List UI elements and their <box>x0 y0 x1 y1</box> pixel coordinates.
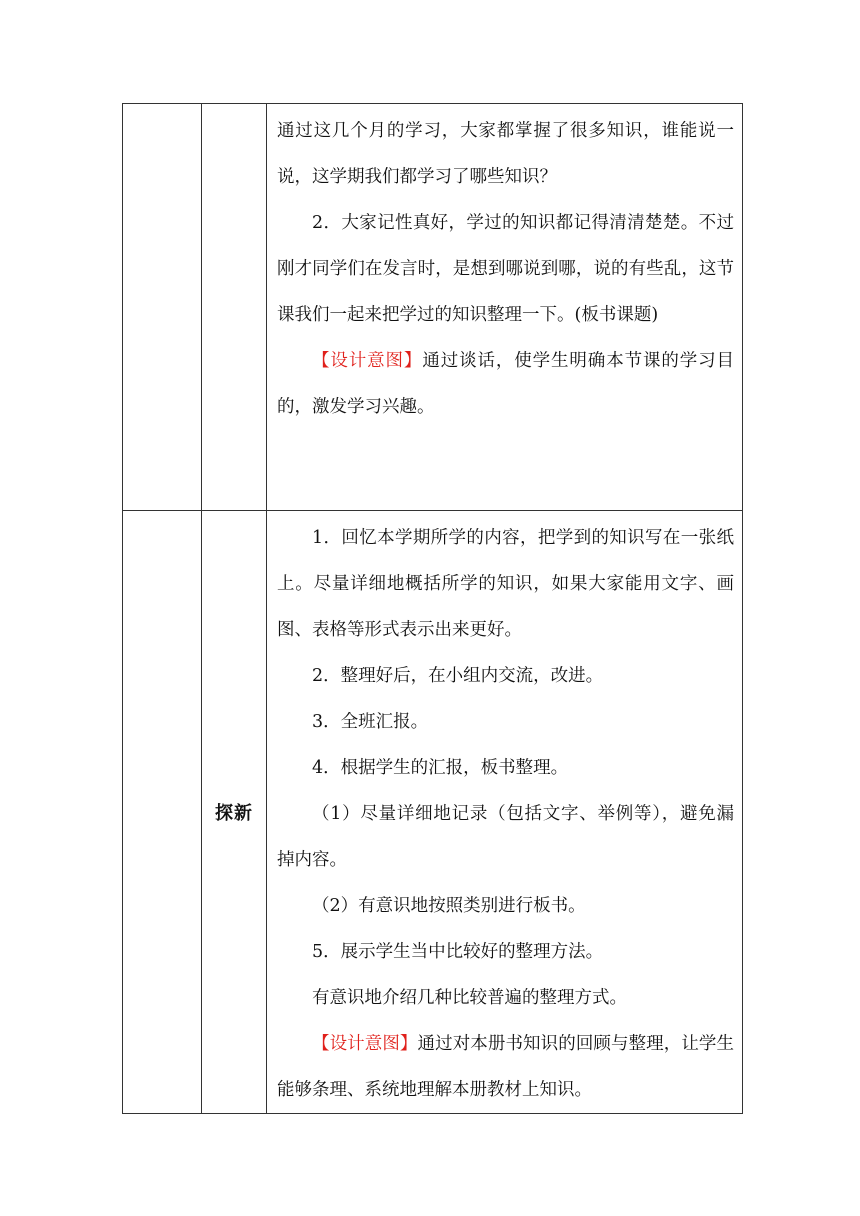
table-row-explore <box>123 511 743 1114</box>
outer-label-cell <box>123 511 202 1114</box>
design-intent-paragraph <box>277 338 734 430</box>
stage-label-cell-intro <box>202 104 267 511</box>
design-intent-tag: 【设计意图】 <box>312 351 423 371</box>
design-intent-tag: 【设计意图】 <box>312 1034 418 1054</box>
paragraph: 2．整理好后，在小组内交流，改进。 <box>312 666 604 686</box>
paragraph: 5．展示学生当中比较好的整理方法。 <box>312 942 604 962</box>
lesson-plan-table <box>122 103 743 1114</box>
design-intent-text: 通过谈话，使学生明确本节课的学习目的，激发学习兴趣。 <box>277 351 735 417</box>
paragraph: 1．回忆本学期所学的内容，把学到的知识写在一张纸上。尽量详细地概括所学的知识，如果大家能用文字、画图、表格等形式表示出来更好。 <box>277 528 734 640</box>
paragraph: 3．全班汇报。 <box>312 712 429 732</box>
paragraph: （2）有意识地按照类别进行板书。 <box>312 896 586 916</box>
content-cell-explore <box>267 511 743 1114</box>
paragraph: （1）尽量详细地记录（包括文字、举例等），避免漏掉内容。 <box>277 804 734 870</box>
paragraph: 4．根据学生的汇报，板书整理。 <box>312 758 569 778</box>
paragraph: 有意识地介绍几种比较普遍的整理方式。 <box>312 988 627 1008</box>
design-intent-text: 通过对本册书知识的回顾与整理，让学生能够条理、系统地理解本册教材上知识。 <box>277 1034 735 1100</box>
outer-label-cell <box>123 104 202 511</box>
paragraph: 2．大家记性真好，学过的知识都记得清清楚楚。不过刚才同学们在发言时，是想到哪说到哪，说的有些乱，这节课我们一起来把学过的知识整理一下。(板书课题) <box>277 213 734 325</box>
content-cell-intro <box>267 104 743 511</box>
paragraph: 通过这几个月的学习，大家都掌握了很多知识，谁能说一说，这学期我们都学习了哪些知识？ <box>277 121 734 187</box>
table-row-intro <box>123 104 743 511</box>
stage-label-explore: 探新 <box>202 511 267 1114</box>
design-intent-paragraph <box>277 1021 734 1113</box>
